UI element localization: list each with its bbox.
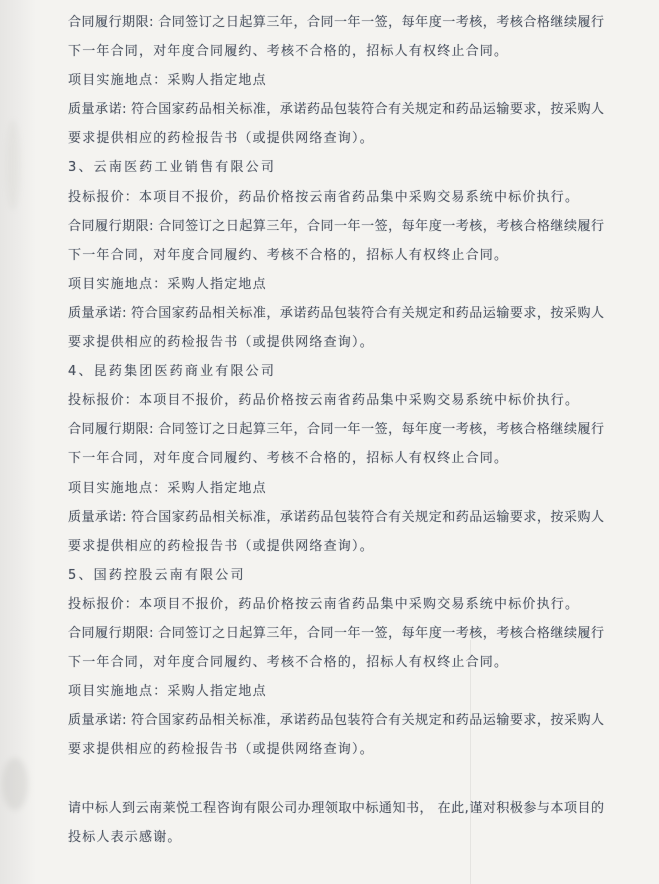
- bid-price-line: 投标报价：本项目不报价，药品价格按云南省药品集中采购交易系统中标价执行。: [68, 189, 580, 205]
- contract-period-line-cont: 下一年合同，对年度合同履约、考核不合格的，招标人有权终止合同。: [68, 247, 509, 263]
- quality-promise-line: 质量承诺: 符合国家药品相关标准，承诺药品包装符合有关规定和药品运输要求，按采购人: [68, 509, 604, 525]
- scan-smudge: [2, 758, 28, 810]
- quality-promise-line-cont: 要求提供相应的药检报告书（或提供网络查询）。: [68, 335, 374, 351]
- project-site-line: 项目实施地点：采购人指定地点: [68, 73, 267, 89]
- quality-promise-line-cont: 要求提供相应的药检报告书（或提供网络查询）。: [68, 131, 374, 147]
- contract-period-line: 合同履行期限: 合同签订之日起算三年，合同一年一签，每年度一考核，考核合格继续履行: [68, 625, 604, 641]
- contract-period-line: 合同履行期限: 合同签订之日起算三年，合同一年一签，每年度一考核，考核合格继续履行: [68, 218, 604, 234]
- closing-line-cont: 投标人表示感谢。: [68, 829, 182, 845]
- quality-promise-line: 质量承诺: 符合国家药品相关标准，承诺药品包装符合有关规定和药品运输要求，按采购人: [68, 305, 604, 321]
- blank-line: [68, 764, 604, 793]
- quality-promise-line-cont: 要求提供相应的药检报告书（或提供网络查询）。: [68, 742, 374, 758]
- closing-line: 请中标人到云南莱悦工程咨询有限公司办理领取中标通知书， 在此,谨对积极参与本项目的: [68, 800, 604, 816]
- quality-promise-line: 质量承诺: 符合国家药品相关标准，承诺药品包装符合有关规定和药品运输要求，按采购人: [68, 713, 604, 729]
- bid-price-line: 投标报价：本项目不报价，药品价格按云南省药品集中采购交易系统中标价执行。: [68, 596, 580, 612]
- project-site-line: 项目实施地点：采购人指定地点: [68, 276, 267, 292]
- project-site-line: 项目实施地点：采购人指定地点: [68, 684, 267, 700]
- contract-period-line-cont: 下一年合同，对年度合同履约、考核不合格的，招标人有权终止合同。: [68, 655, 509, 671]
- company-4-heading: 4、昆药集团医药商业有限公司: [68, 364, 277, 380]
- project-site-line: 项目实施地点：采购人指定地点: [68, 480, 267, 496]
- bid-price-line: 投标报价：本项目不报价，药品价格按云南省药品集中采购交易系统中标价执行。: [68, 393, 580, 409]
- contract-period-line-cont: 下一年合同，对年度合同履约、考核不合格的，招标人有权终止合同。: [68, 451, 509, 467]
- company-3-heading: 3、云南医药工业销售有限公司: [68, 160, 277, 176]
- quality-promise-line: 质量承诺: 符合国家药品相关标准，承诺药品包装符合有关规定和药品运输要求，按采购人: [68, 102, 604, 118]
- document-text: [68, 8, 604, 852]
- company-5-heading: 5、国药控股云南有限公司: [68, 567, 246, 583]
- scan-smudge: [6, 120, 20, 210]
- quality-promise-line-cont: 要求提供相应的药检报告书（或提供网络查询）。: [68, 538, 374, 554]
- contract-period-line: 合同履行期限: 合同签订之日起算三年，合同一年一签，每年度一考核，考核合格继续履行: [68, 15, 604, 30]
- contract-period-line-cont: 下一年合同，对年度合同履约、考核不合格的，招标人有权终止合同。: [68, 44, 509, 60]
- contract-period-line: 合同履行期限: 合同签订之日起算三年，合同一年一签，每年度一考核，考核合格继续履行: [68, 422, 604, 438]
